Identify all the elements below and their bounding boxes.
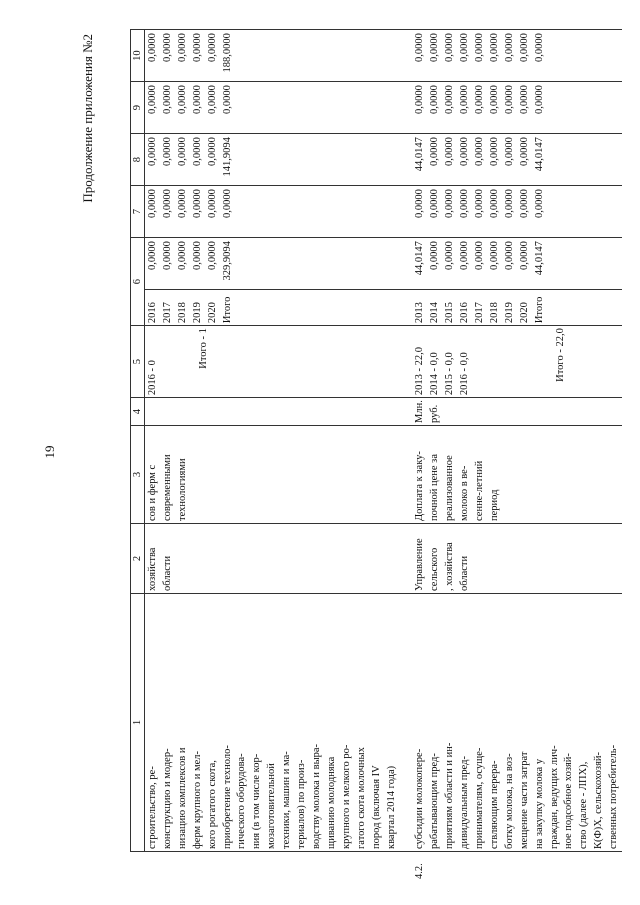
column-number: 2 <box>131 524 145 594</box>
continuation-caption: Продолжение приложения №2 <box>80 34 95 203</box>
amount-column-6: 44,0147 0,0000 0,0000 0,0000 0,0000 0,0000 0,0000 0,0000 44,0147 <box>414 241 545 276</box>
executor-cell: Управление сельского , хозяйства области <box>414 538 471 591</box>
executor-cell: хозяйства области <box>147 547 173 591</box>
target-values: 2016 - 0 <box>147 360 158 396</box>
amount-column-8: 44,0147 0,0000 0,0000 0,0000 0,0000 0,0000 0,0000 0,0000 44,0147 <box>414 137 545 172</box>
amount-column-9: 0,0000 0,0000 0,0000 0,0000 0,0000 0,0000 0,0000 0,0000 0,0000 <box>414 85 545 115</box>
table-row <box>145 30 410 852</box>
target-total: Итого - 22,0 <box>555 328 567 382</box>
indicator-cell: Доплата к заку- почной цене за реализованное молоко в ве- сенне-летний период <box>414 451 500 521</box>
column-number: 8 <box>131 134 145 186</box>
unit-cell: Млн. руб. <box>414 400 441 423</box>
column-number: 4 <box>131 398 145 426</box>
item-number: 4.2. <box>414 863 426 879</box>
column-number: 3 <box>131 426 145 524</box>
table-row <box>409 30 622 852</box>
year-list: 2013 2014 2015 2016 2017 2018 2019 2020 Итого <box>414 296 545 324</box>
year-list: 2016 2017 2018 2019 2020 Итого <box>147 296 233 324</box>
column-number: 9 <box>131 82 145 134</box>
target-values: 2013 - 22,0 2014 - 0,0 2015 - 0,0 2016 - 0,0 <box>414 347 471 396</box>
amount-column-6: 0,0000 0,0000 0,0000 0,0000 0,0000 329,9094 <box>147 241 233 281</box>
rotated-landscape-page <box>40 22 620 882</box>
column-number: 10 <box>131 30 145 82</box>
page-number: 19 <box>42 445 57 459</box>
amount-column-10: 0,0000 0,0000 0,0000 0,0000 0,0000 0,0000 0,0000 0,0000 0,0000 <box>414 33 545 63</box>
column-number-row <box>131 30 145 852</box>
column-number: 6 <box>131 238 145 326</box>
measure-description: строительство, ре- конструкцию и модер- низацию комплексов и ферм крупного и мел- кого рогатого скота, приобретение техноло- гического оборудова- ния (в том числе кор- мозаготовительной техники, машин и ма- териалов) по произ- водству молока и выра- щиванию молодняка крупного и мелкого ро- гатого скота молочных пород (включая IV квартал 2014 года) <box>147 743 397 849</box>
program-table <box>130 29 622 879</box>
column-number: 1 <box>131 594 145 852</box>
amount-column-7: 0,0000 0,0000 0,0000 0,0000 0,0000 0,0000 <box>147 189 233 219</box>
indicator-cell: сов и ферм с современными технологиями <box>147 454 188 521</box>
amount-column-8: 0,0000 0,0000 0,0000 0,0000 0,0000 141,9094 <box>147 137 233 177</box>
measure-description: субсидии молокопере- рабатывающим пред- приятиям области и ин- дивидуальным пред- принимателям, осуще- ствляющим перера- ботку молока, на воз- мещение части затрат на закупку молока у граждан, ведущих лич- ное подсобное хозяй- ство (далее - ЛПХ), К(Ф)Х, сельскохозяй- ственных потребитель- <box>414 742 620 849</box>
column-number: 7 <box>131 186 145 238</box>
amount-column-10: 0,0000 0,0000 0,0000 0,0000 0,0000 188,0000 <box>147 33 233 73</box>
amount-column-9: 0,0000 0,0000 0,0000 0,0000 0,0000 0,0000 <box>147 85 233 115</box>
column-number: 5 <box>131 326 145 398</box>
amount-column-7: 0,0000 0,0000 0,0000 0,0000 0,0000 0,0000 0,0000 0,0000 0,0000 <box>414 189 545 219</box>
target-total: Итого - 1 <box>197 328 209 369</box>
